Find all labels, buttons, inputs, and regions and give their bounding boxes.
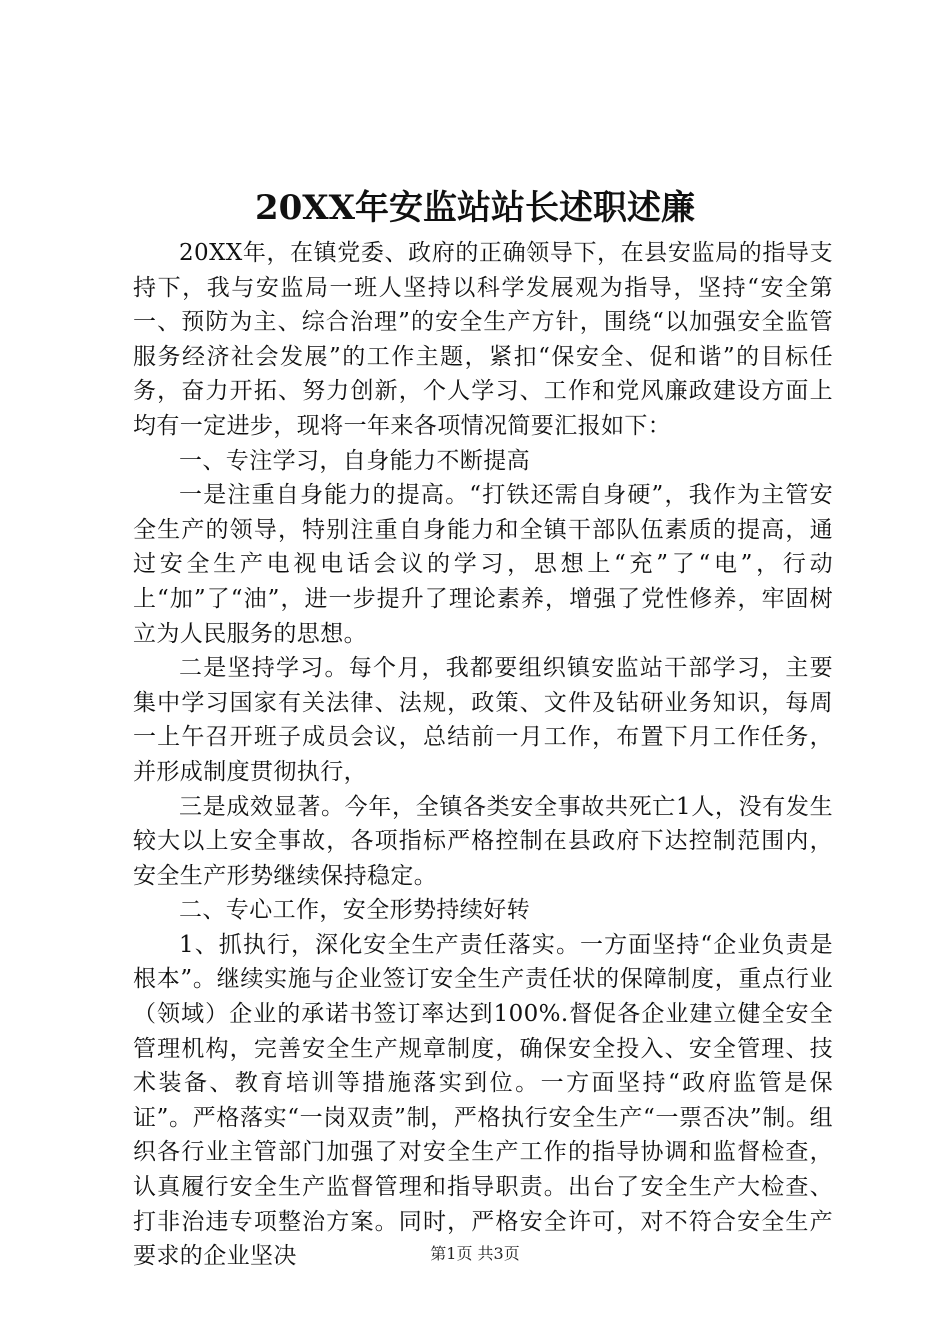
intro-paragraph: 20XX年，在镇党委、政府的正确领导下，在县安监局的指导支持下，我与安监局一班人坚持以科学发展观为指导，坚持“安全第一、预防为主、综合治理”的安全生产方针，围绕“以加强安全监管服务经济社会发展”的工作主题，紧扣“保安全、促和谐”的目标任务，奋力开拓、努力创新，个人学习、工作和党风廉政建设方面上均有一定进步，现将一年来各项情况简要汇报如下：	[133, 240, 833, 439]
body-paragraph: 三是成效显著。今年，全镇各类安全事故共死亡1人，没有发生较大以上安全事故，各项指标严格控制在县政府下达控制范围内，安全生产形势继续保持稳定。	[133, 793, 833, 889]
document-title: 20XX年安监站站长述职述廉	[254, 188, 696, 228]
body-paragraph: 二是坚持学习。每个月，我都要组织镇安监站干部学习，主要集中学习国家有关法律、法规，政策、文件及钻研业务知识，每周一上午召开班子成员会议，总结前一月工作，布置下月工作任务，并形成制度贯彻执行，	[133, 655, 833, 785]
body-paragraph: 一是注重自身能力的提高。“打铁还需自身硬”，我作为主管安全生产的领导，特别注重自身能力和全镇干部队伍素质的提高，通过安全生产电视电话会议的学习，思想上“充”了“电”，行动上“加”了“油”，进一步提升了理论素养，增强了党性修养，牢固树立为人民服务的思想。	[133, 482, 833, 647]
body-paragraph: 1、抓执行，深化安全生产责任落实。一方面坚持“企业负责是根本”。继续实施与企业签订安全生产责任状的保障制度，重点行业（领域）企业的承诺书签订率达到100%.督促各企业建立健全安全管理机构，完善安全生产规章制度，确保安全投入、安全管理、技术装备、教育培训等措施落实到位。一方面坚持“政府监管是保证”。严格落实“一岗双责”制，严格执行安全生产“一票否决”制。组织各行业主管部门加强了对安全生产工作的指导协调和监督检查，认真履行安全生产监督管理和指导职责。出台了安全生产大检查、打非治违专项整治方案。同时，严格安全许可，对不符合安全生产要求的企业坚决	[133, 931, 833, 1270]
document-body	[133, 236, 833, 1274]
page-number-footer: 第1页 共3页	[430, 1244, 520, 1263]
section-heading-1: 一、专注学习，自身能力不断提高	[179, 447, 530, 474]
section-heading-2: 二、专心工作，安全形势持续好转	[179, 897, 530, 924]
